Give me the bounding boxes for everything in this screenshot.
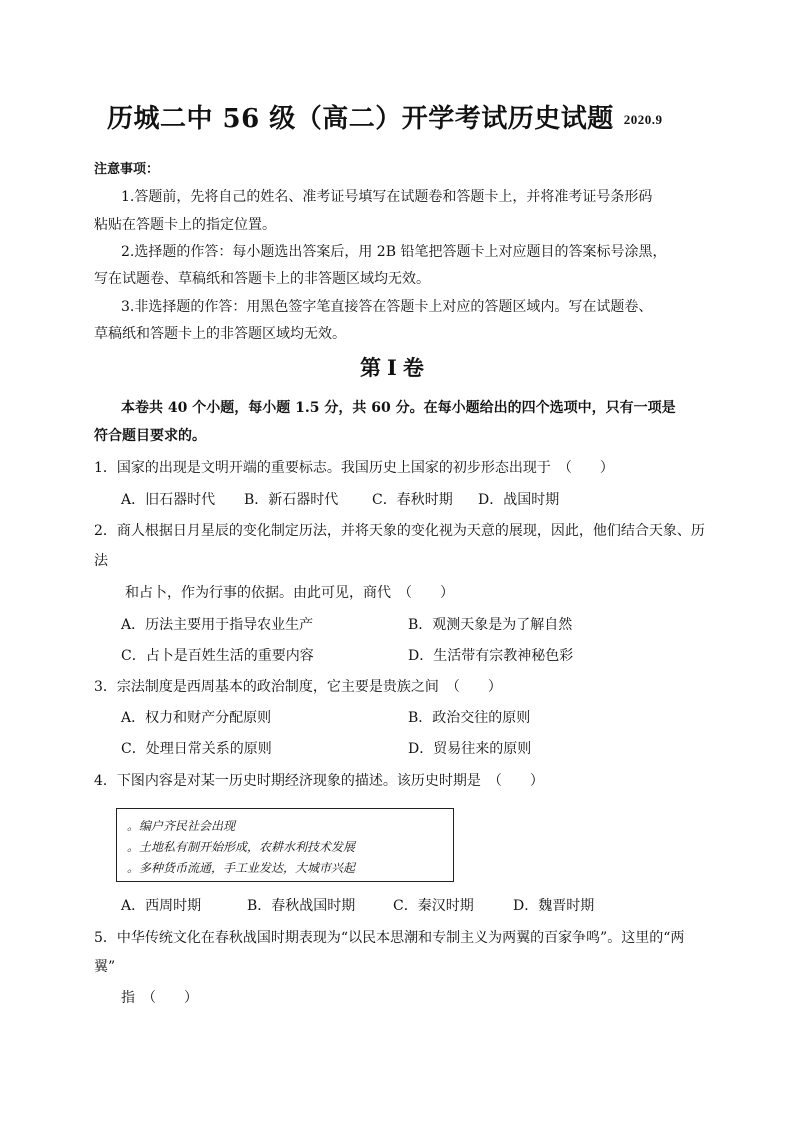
exam-title (107, 98, 663, 135)
question-1-stem: 1．国家的出现是文明开端的重要标志。我国历史上国家的初步形态出现于 （ ） (94, 460, 614, 476)
question-2-option-a: A．历法主要用于指导农业生产 (121, 617, 314, 633)
section-title: 第Ⅰ卷 (360, 355, 430, 380)
question-4-option-d: D．魏晋时期 (513, 898, 595, 914)
question-2-option-d: D．生活带有宗教神秘色彩 (408, 648, 574, 664)
notice-item-1-line-1: 1.答题前，先将自己的姓名、准考证号填写在试题卷和答题卡上，并将准考证号条形码 (121, 189, 653, 205)
section-instruction-line-2: 符合题目要求的。 (94, 428, 206, 444)
notice-item-3-line-2: 草稿纸和答题卡上的非答题区域均无效。 (94, 326, 346, 342)
question-5-stem-line-3: 指 （ ） (121, 990, 198, 1006)
question-3-option-d: D．贸易往来的原则 (408, 741, 532, 757)
question-4-option-c: C．秦汉时期 (393, 898, 474, 914)
notice-item-1-line-2: 粘贴在答题卡上的指定位置。 (94, 217, 276, 233)
question-3-option-c: C．处理日常关系的原则 (121, 741, 272, 757)
notice-item-3-line-1: 3.非选择题的作答：用黑色签字笔直接答在答题卡上对应的答题区域内。写在试题卷、 (121, 299, 653, 315)
section-instruction-line-1: 本卷共 40 个小题，每小题 1.5 分，共 60 分。在每小题给出的四个选项中，只有一项是 (121, 400, 676, 416)
info-box-line: 。多种货币流通，手工业发达，大城市兴起 (127, 861, 356, 875)
question-2-option-c: C．占卜是百姓生活的重要内容 (121, 648, 314, 664)
question-2-stem-line-2: 法 (94, 553, 108, 569)
question-1-option-d: D．战国时期 (478, 492, 560, 508)
question-1-option-b: B．新石器时代 (244, 492, 339, 508)
question-1-option-a: A．旧石器时代 (121, 492, 216, 508)
info-box-line: 。编户齐民社会出现 (127, 819, 236, 833)
exam-title-text: 历城二中 56 级（高二）开学考试历史试题 (107, 104, 614, 134)
exam-date: 2020.9 (623, 112, 663, 127)
question-1-option-c: C．春秋时期 (372, 492, 453, 508)
question-4-option-b: B．春秋战国时期 (247, 898, 356, 914)
question-5-stem-line-1: 5．中华传统文化在春秋战国时期表现为“以民本思潮和专制主义为两翼的百家争鸣”。这里的“两 (94, 930, 685, 946)
question-3-stem: 3．宗法制度是西周基本的政治制度，它主要是贵族之间 （ ） (94, 679, 502, 695)
question-3-option-b: B．政治交往的原则 (408, 710, 531, 726)
question-2-stem-line-1: 2．商人根据日月星辰的变化制定历法，并将天象的变化视为天意的展现，因此，他们结合天象、历 (94, 523, 705, 539)
notice-heading: 注意事项： (94, 162, 160, 177)
question-2-option-b: B．观测天象是为了解自然 (408, 617, 573, 633)
notice-item-2-line-1: 2.选择题的作答：每小题选出答案后，用 2B 铅笔把答题卡上对应题目的答案标号涂黑， (121, 244, 667, 260)
question-4-option-a: A．西周时期 (121, 898, 202, 914)
info-box-line: 。土地私有制开始形成，农耕水利技术发展 (127, 840, 356, 854)
question-3-option-a: A．权力和财产分配原则 (121, 710, 272, 726)
question-4-info-box (116, 808, 454, 882)
question-5-stem-line-2: 翼” (94, 959, 116, 975)
question-2-stem-line-3: 和占卜，作为行事的依据。由此可见，商代 （ ） (125, 585, 454, 601)
question-4-stem: 4．下图内容是对某一历史时期经济现象的描述。该历史时期是 （ ） (94, 773, 544, 789)
notice-item-2-line-2: 写在试题卷、草稿纸和答题卡上的非答题区域均无效。 (94, 271, 430, 287)
